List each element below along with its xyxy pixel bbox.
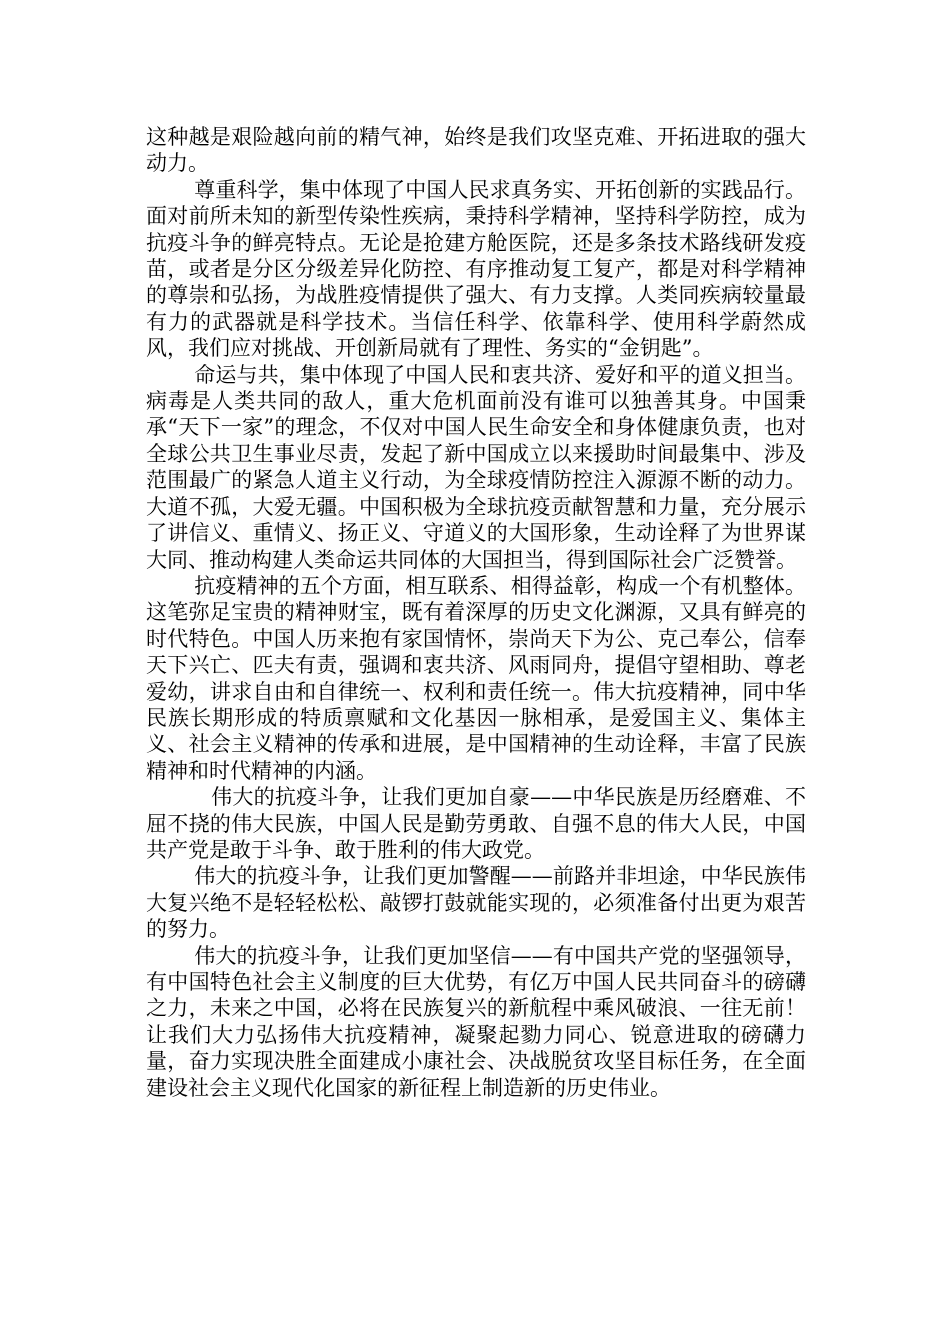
paragraph-4: 抗疫精神的五个方面，相互联系、相得益彰，构成一个有机整体。这笔弥足宝贵的精神财宝，既有着深厚的历史文化渊源，又具有鲜亮的时代特色。中国人历来抱有家国情怀，崇尚天下为公、克己奉公，信奉天下兴亡、匹夫有责，强调和衷共济、风雨同舟，提倡守望相助、尊老爱幼，讲求自由和自律统一、权利和责任统一。伟大抗疫精神，同中华民族长期形成的特质禀赋和文化基因一脉相承，是爱国主义、集体主义、社会主义精神的传承和进展，是中国精神的生动诠释，丰富了民族精神和时代精神的内涵。	[146, 573, 806, 783]
paragraph-7: 伟大的抗疫斗争，让我们更加坚信——有中国共产党的坚强领导，有中国特色社会主义制度的巨大优势，有亿万中国人民共同奋斗的磅礴之力，未来之中国，必将在民族复兴的新航程中乘风破浪、一往无前！ 让我们大力弘扬伟大抗疫精神，凝聚起勠力同心、锐意进取的磅礴力量，奋力实现决胜全面建成小康社会、决战脱贫攻坚目标任务，在全面建设社会主义现代化国家的新征程上制造新的历史伟业。	[146, 943, 834, 1100]
paragraph-2: 尊重科学，集中体现了中国人民求真务实、开拓创新的实践品行。面对前所未知的新型传染性疾病，秉持科学精神，坚持科学防控，成为抗疫斗争的鲜亮特点。无论是抢建方舱医院，还是多条技术路线研发疫苗，或者是分区分级差异化防控、有序推动复工复产，都是对科学精神的尊崇和弘扬，为战胜疫情提供了强大、有力支撑。人类同疾病较量最有力的武器就是科学技术。当信任科学、依靠科学、使用科学蔚然成风，我们应对挑战、开创新局就有了理性、务实的“金钥匙”。	[146, 177, 806, 361]
paragraph-3: 命运与共，集中体现了中国人民和衷共济、爱好和平的道义担当。病毒是人类共同的敌人，重大危机面前没有谁可以独善其身。中国秉承“天下一家”的理念，不仅对中国人民生命安全和身体健康负责，也对全球公共卫生事业尽责，发起了新中国成立以来援助时间最集中、涉及范围最广的紧急人道主义行动，为全球疫情防控注入源源不断的动力。大道不孤，大爱无疆。中国积极为全球抗疫贡献智慧和力量，充分展示了讲信义、重情义、扬正义、守道义的大国形象，生动诠释了为世界谋大同、推动构建人类命运共同体的大国担当，得到国际社会广泛赞誉。	[146, 362, 806, 572]
paragraph-5: 伟大的抗疫斗争，让我们更加自豪——中华民族是历经磨难、不屈不挠的伟大民族，中国人民是勤劳勇敢、自强不息的伟大人民，中国共产党是敢于斗争、敢于胜利的伟大政党。	[146, 785, 806, 862]
paragraph-1: 这种越是艰险越向前的精气神，始终是我们攻坚克难、开拓进取的强大动力。	[146, 125, 806, 176]
document-page	[146, 124, 834, 1101]
paragraph-6: 伟大的抗疫斗争，让我们更加警醒——前路并非坦途，中华民族伟大复兴绝不是轻轻松松、敲锣打鼓就能实现的，必须准备付出更为艰苦的努力。	[146, 864, 806, 942]
